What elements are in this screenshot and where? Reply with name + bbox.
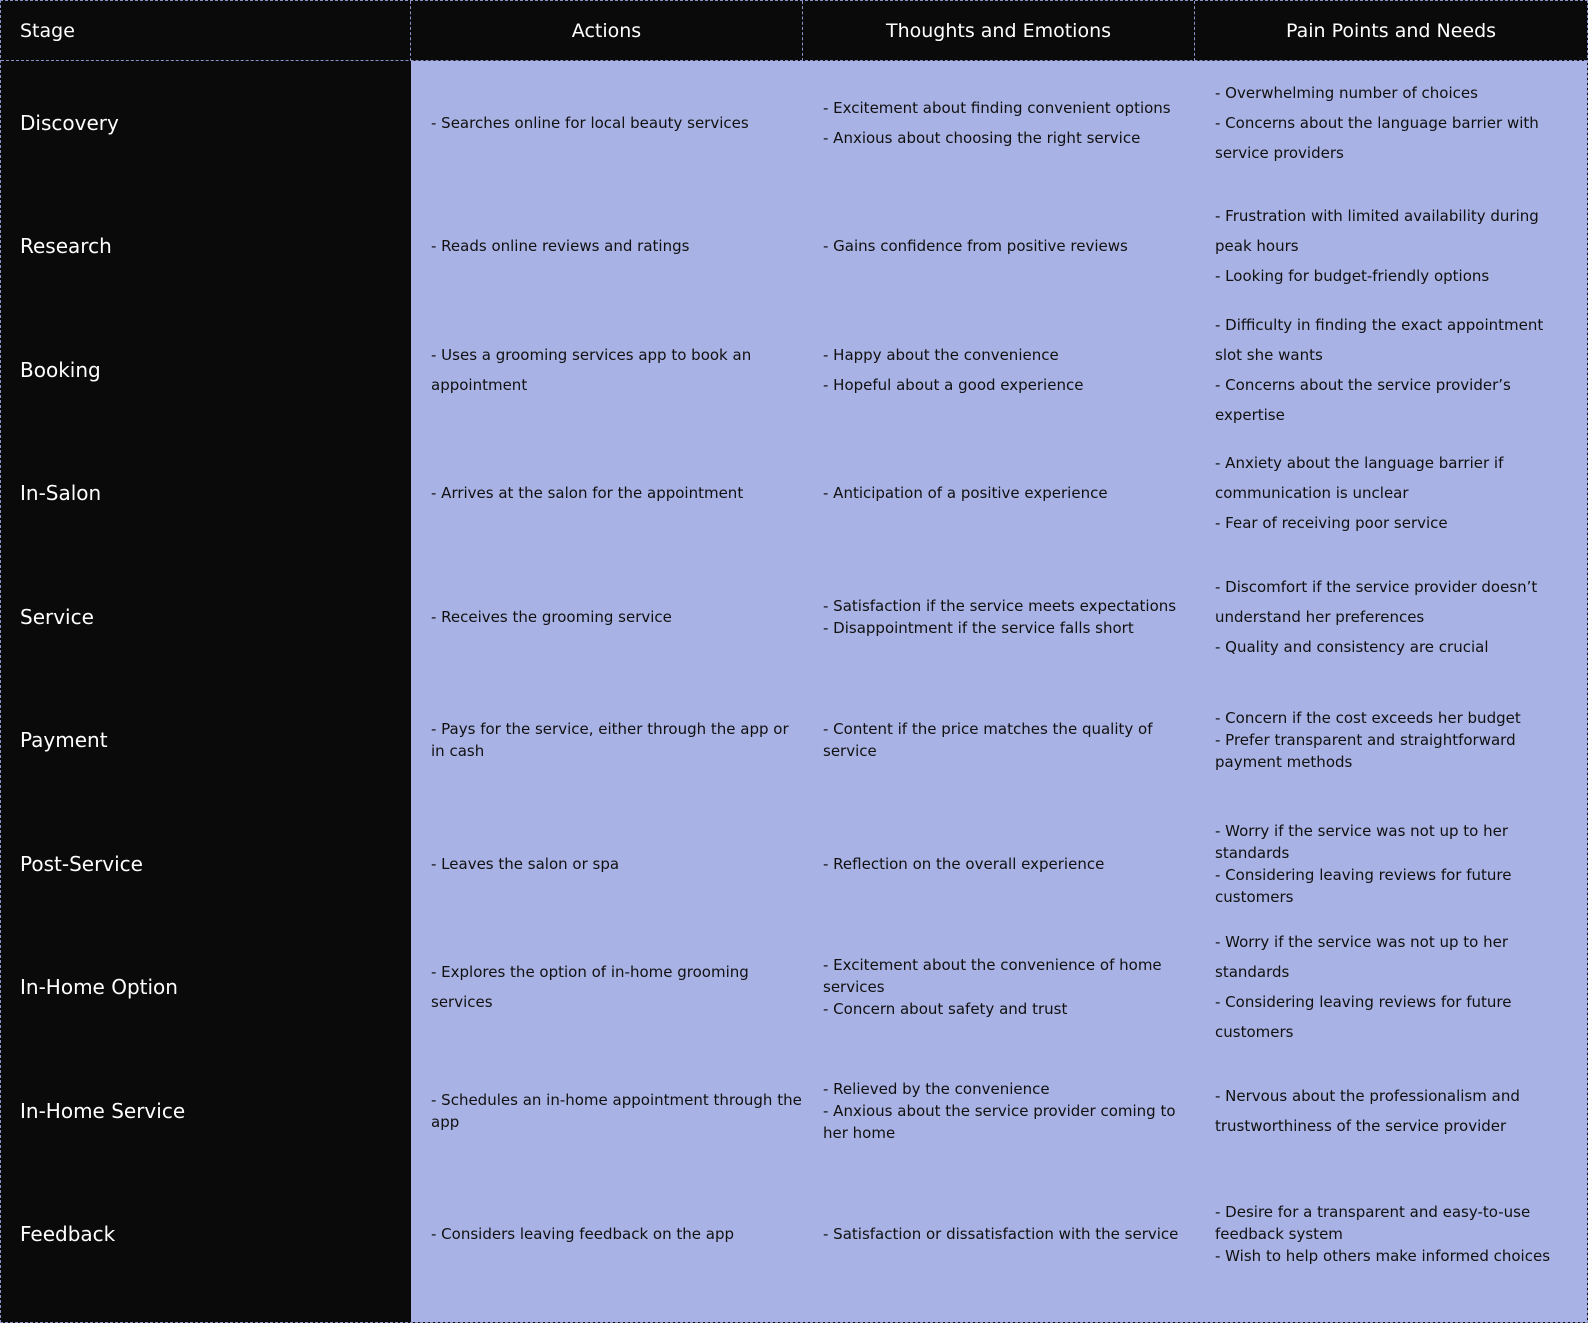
thoughts-cell xyxy=(823,1049,1213,1173)
thoughts-line: - Satisfaction if the service meets expectations xyxy=(823,596,1177,615)
table-row xyxy=(1,555,1587,679)
table-row xyxy=(1,1049,1587,1173)
pain-line: - Quality and consistency are crucial xyxy=(1215,637,1489,656)
thoughts-cell xyxy=(823,1173,1213,1297)
stage-label: Payment xyxy=(20,728,108,753)
pain-points-cell xyxy=(1215,432,1587,556)
stage-label: In-Salon xyxy=(20,481,102,506)
pain-line: - Worry if the service was not up to her standards xyxy=(1215,821,1509,862)
actions-cell xyxy=(431,308,821,432)
thoughts-line: - Anxious about the service provider coming to her home xyxy=(823,1101,1176,1142)
table-row xyxy=(1,802,1587,926)
stage-label: Feedback xyxy=(20,1222,116,1247)
pain-points-cell xyxy=(1215,308,1587,432)
actions-line: - Leaves the salon or spa xyxy=(431,854,620,873)
pain-line: - Concern if the cost exceeds her budget xyxy=(1215,709,1521,728)
thoughts-line: - Concern about safety and trust xyxy=(823,1000,1068,1019)
thoughts-line: - Excitement about the convenience of home services xyxy=(823,956,1162,997)
pain-points-cell xyxy=(1215,185,1587,309)
table-row xyxy=(1,308,1587,432)
pain-line: - Anxiety about the language barrier if communication is unclear xyxy=(1215,454,1504,503)
pain-line: - Worry if the service was not up to her standards xyxy=(1215,933,1509,982)
table-row xyxy=(1,61,1587,185)
thoughts-line: - Satisfaction or dissatisfaction with the service xyxy=(823,1225,1179,1244)
thoughts-line: - Excitement about finding convenient options xyxy=(823,98,1171,117)
pain-points-cell xyxy=(1215,1173,1587,1297)
stage-label: In-Home Service xyxy=(20,1098,186,1123)
thoughts-cell xyxy=(823,432,1213,556)
actions-cell xyxy=(431,61,821,185)
table-row xyxy=(1,926,1587,1050)
pain-line: - Frustration with limited availability during peak hours xyxy=(1215,207,1539,256)
stage-label: Post-Service xyxy=(20,851,143,876)
pain-line: - Wish to help others make informed choices xyxy=(1215,1247,1551,1266)
thoughts-cell xyxy=(823,555,1213,679)
pain-points-cell xyxy=(1215,1049,1587,1173)
actions-cell xyxy=(431,679,821,803)
thoughts-line: - Happy about the convenience xyxy=(823,345,1059,364)
thoughts-cell xyxy=(823,308,1213,432)
actions-line: - Reads online reviews and ratings xyxy=(431,237,690,256)
actions-line: - Schedules an in-home appointment through the app xyxy=(431,1090,802,1131)
actions-line: - Searches online for local beauty services xyxy=(431,113,749,132)
pain-points-cell xyxy=(1215,802,1587,926)
thoughts-cell xyxy=(823,679,1213,803)
table-row xyxy=(1,679,1587,803)
actions-line: - Considers leaving feedback on the app xyxy=(431,1225,734,1244)
table-row xyxy=(1,432,1587,556)
actions-cell xyxy=(431,185,821,309)
thoughts-line: - Content if the price matches the quality of service xyxy=(823,720,1153,761)
pain-line: - Looking for budget-friendly options xyxy=(1215,267,1490,286)
pain-line: - Concerns about the language barrier with service providers xyxy=(1215,113,1539,162)
actions-line: - Arrives at the salon for the appointment xyxy=(431,484,744,503)
pain-points-cell xyxy=(1215,679,1587,803)
actions-cell xyxy=(431,1173,821,1297)
thoughts-cell xyxy=(823,926,1213,1050)
thoughts-cell xyxy=(823,61,1213,185)
pain-line: - Considering leaving reviews for future customers xyxy=(1215,993,1512,1042)
pain-line: - Overwhelming number of choices xyxy=(1215,83,1478,102)
actions-cell xyxy=(431,432,821,556)
actions-cell xyxy=(431,555,821,679)
thoughts-line: - Relieved by the convenience xyxy=(823,1079,1050,1098)
header-thoughts-emotions: Thoughts and Emotions xyxy=(803,1,1195,61)
stage-label: In-Home Option xyxy=(20,975,178,1000)
pain-line: - Fear of receiving poor service xyxy=(1215,514,1448,533)
pain-line: - Desire for a transparent and easy-to-use feedback system xyxy=(1215,1203,1531,1244)
thoughts-line: - Anxious about choosing the right service xyxy=(823,128,1141,147)
thoughts-line: - Anticipation of a positive experience xyxy=(823,484,1108,503)
pain-line: - Difficulty in finding the exact appointment slot she wants xyxy=(1215,315,1544,364)
thoughts-cell xyxy=(823,802,1213,926)
pain-line: - Discomfort if the service provider doesn’t understand her preferences xyxy=(1215,577,1538,626)
actions-cell xyxy=(431,802,821,926)
table-header-row xyxy=(1,1,1587,61)
pain-line: - Nervous about the professionalism and trustworthiness of the service provider xyxy=(1215,1086,1520,1135)
thoughts-line: - Disappointment if the service falls short xyxy=(823,618,1134,637)
thoughts-line: - Reflection on the overall experience xyxy=(823,854,1105,873)
table-row xyxy=(1,1173,1587,1297)
thoughts-line: - Gains confidence from positive reviews xyxy=(823,237,1128,256)
stage-label: Research xyxy=(20,234,112,259)
actions-cell xyxy=(431,1049,821,1173)
header-pain-points-needs: Pain Points and Needs xyxy=(1285,20,1497,42)
actions-cell xyxy=(431,926,821,1050)
actions-line: - Uses a grooming services app to book an appointment xyxy=(431,345,752,394)
pain-line: - Considering leaving reviews for future customers xyxy=(1215,865,1512,906)
thoughts-line: - Hopeful about a good experience xyxy=(823,375,1084,394)
stage-label: Booking xyxy=(20,357,101,382)
actions-line: - Pays for the service, either through the app or in cash xyxy=(431,720,789,761)
pain-line: - Concerns about the service provider’s expertise xyxy=(1215,375,1511,424)
thoughts-cell xyxy=(823,185,1213,309)
stage-label: Discovery xyxy=(20,110,119,135)
stage-label: Service xyxy=(20,604,94,629)
table-row xyxy=(1,185,1587,309)
pain-line: - Prefer transparent and straightforward payment methods xyxy=(1215,731,1516,772)
header-actions: Actions xyxy=(411,1,803,61)
pain-points-cell xyxy=(1215,555,1587,679)
actions-line: - Explores the option of in-home grooming services xyxy=(431,963,749,1012)
actions-line: - Receives the grooming service xyxy=(431,607,672,626)
pain-points-cell xyxy=(1215,61,1587,185)
pain-points-cell xyxy=(1215,926,1587,1050)
header-stage: Stage xyxy=(1,1,411,61)
